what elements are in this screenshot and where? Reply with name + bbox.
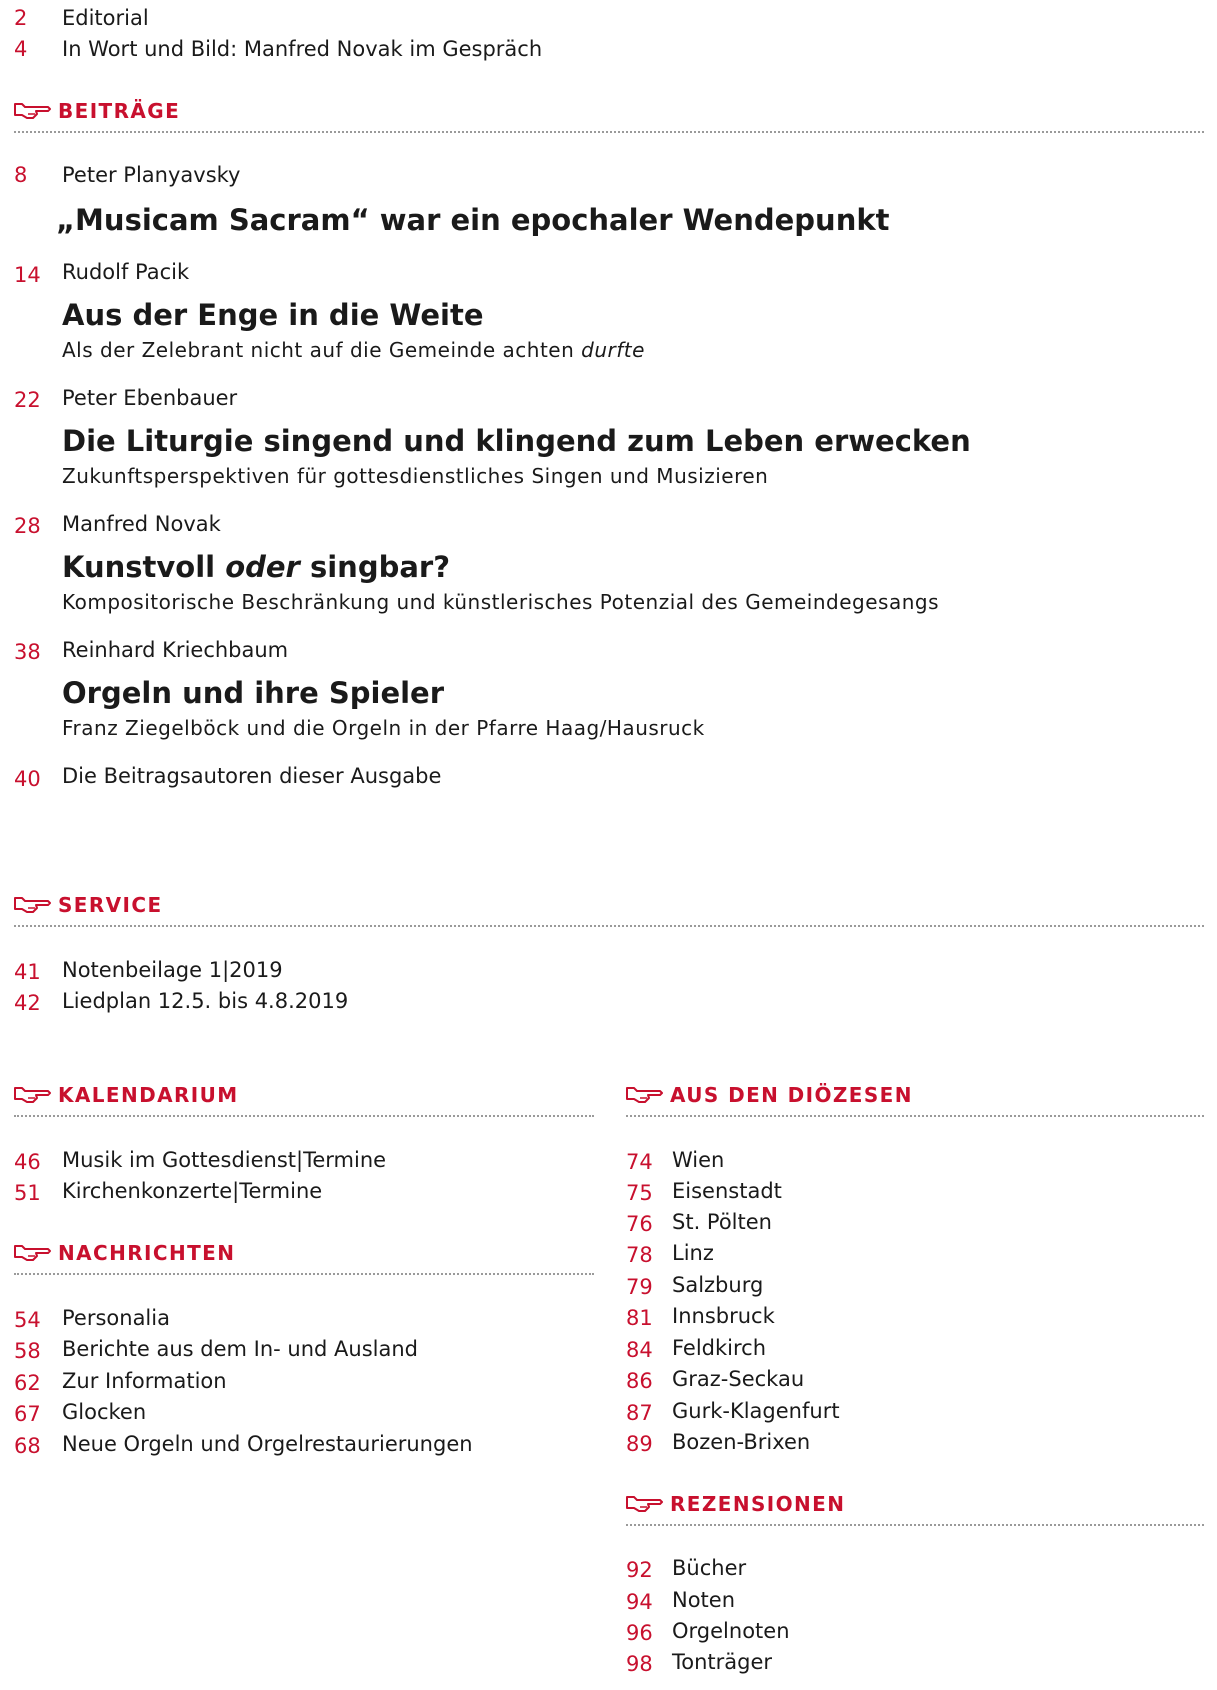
article-subtitle: Als der Zelebrant nicht auf die Gemeinde achten durfte — [62, 338, 645, 362]
entry-text: Kirchenkonzerte|Termine — [62, 1179, 323, 1203]
entry-text: Glocken — [62, 1400, 147, 1424]
article-title: „Musicam Sacram“ war ein epochaler Wendepunkt — [56, 203, 890, 237]
pointing-hand-icon — [626, 1085, 664, 1105]
entry-text: Orgelnoten — [672, 1619, 790, 1643]
entry-text: Neue Orgeln und Orgelrestaurierungen — [62, 1432, 473, 1456]
page-number: 75 — [626, 1181, 653, 1205]
section-title: KALENDARIUM — [58, 1083, 239, 1107]
pointing-hand-icon — [626, 1494, 664, 1514]
entry-text: Noten — [672, 1588, 736, 1612]
entry-text: Editorial — [62, 6, 149, 30]
section-title: REZENSIONEN — [670, 1492, 846, 1516]
entry-text: Gurk-Klagenfurt — [672, 1399, 840, 1423]
entry-text: Graz-Seckau — [672, 1367, 805, 1391]
page-number: 4 — [14, 37, 28, 61]
page-number: 67 — [14, 1402, 41, 1426]
entry-text: Bücher — [672, 1556, 747, 1580]
page-number: 98 — [626, 1652, 653, 1676]
section-divider — [14, 1273, 594, 1275]
page-number: 74 — [626, 1150, 653, 1174]
page-number: 2 — [14, 6, 28, 30]
entry-text: Innsbruck — [672, 1304, 775, 1328]
page-number: 22 — [14, 388, 41, 412]
page-number: 58 — [14, 1339, 41, 1363]
page-number: 62 — [14, 1371, 41, 1395]
page-number: 96 — [626, 1621, 653, 1645]
section-title: SERVICE — [58, 893, 163, 917]
article-author: Rudolf Pacik — [62, 260, 190, 284]
page-number: 81 — [626, 1306, 653, 1330]
entry-text: Berichte aus dem In- und Ausland — [62, 1337, 418, 1361]
article-subtitle: Franz Ziegelböck und die Orgeln in der Pfarre Haag/Hausruck — [62, 716, 705, 740]
page-number: 46 — [14, 1150, 41, 1174]
entry-text: Notenbeilage 1|2019 — [62, 958, 283, 982]
section-divider — [14, 1115, 594, 1117]
article-title: Aus der Enge in die Weite — [62, 298, 484, 332]
entry-text: In Wort und Bild: Manfred Novak im Gespräch — [62, 37, 543, 61]
article-author: Peter Ebenbauer — [62, 386, 238, 410]
article-author: Manfred Novak — [62, 512, 221, 536]
section-title: NACHRICHTEN — [58, 1241, 236, 1265]
page-number: 87 — [626, 1401, 653, 1425]
article-title: Orgeln und ihre Spieler — [62, 676, 445, 710]
entry-text: Musik im Gottesdienst|Termine — [62, 1148, 387, 1172]
entry-text: Wien — [672, 1148, 725, 1172]
page-number: 41 — [14, 960, 41, 984]
page-number: 76 — [626, 1212, 653, 1236]
section-divider — [14, 925, 1204, 927]
article-title: Kunstvoll oder singbar? — [62, 550, 451, 584]
section-divider — [626, 1524, 1204, 1526]
section-divider — [14, 131, 1204, 133]
entry-text: Eisenstadt — [672, 1179, 782, 1203]
entry-text: Feldkirch — [672, 1336, 767, 1360]
entry-text: Liedplan 12.5. bis 4.8.2019 — [62, 989, 349, 1013]
page-number: 84 — [626, 1338, 653, 1362]
page-number: 92 — [626, 1558, 653, 1582]
page-number: 68 — [14, 1434, 41, 1458]
pointing-hand-icon — [14, 101, 52, 121]
entry-text: Zur Information — [62, 1369, 227, 1393]
entry-text: Salzburg — [672, 1273, 764, 1297]
article-subtitle: Zukunftsperspektiven für gottesdienstliches Singen und Musizieren — [62, 464, 769, 488]
article-title: Die Liturgie singend und klingend zum Leben erwecken — [62, 424, 971, 458]
page-number: 79 — [626, 1275, 653, 1299]
page-number: 40 — [14, 767, 41, 791]
page-number: 38 — [14, 640, 41, 664]
section-divider — [626, 1115, 1204, 1117]
entry-text: Tonträger — [672, 1650, 773, 1674]
page-number: 28 — [14, 514, 41, 538]
entry-text: Linz — [672, 1241, 714, 1265]
entry-text: Die Beitragsautoren dieser Ausgabe — [62, 764, 442, 788]
page-number: 54 — [14, 1308, 41, 1332]
article-author: Reinhard Kriechbaum — [62, 638, 289, 662]
page-number: 14 — [14, 263, 41, 287]
pointing-hand-icon — [14, 895, 52, 915]
pointing-hand-icon — [14, 1085, 52, 1105]
page-number: 94 — [626, 1590, 653, 1614]
section-title: AUS DEN DIÖZESEN — [670, 1083, 913, 1107]
article-author: Peter Planyavsky — [62, 163, 241, 187]
page-number: 89 — [626, 1432, 653, 1456]
pointing-hand-icon — [14, 1243, 52, 1263]
page-number: 8 — [14, 163, 28, 187]
page-number: 78 — [626, 1243, 653, 1267]
entry-text: St. Pölten — [672, 1210, 772, 1234]
entry-text: Bozen-Brixen — [672, 1430, 811, 1454]
entry-text: Personalia — [62, 1306, 170, 1330]
page-number: 42 — [14, 991, 41, 1015]
section-title: BEITRÄGE — [58, 99, 181, 123]
page-number: 51 — [14, 1181, 41, 1205]
page-number: 86 — [626, 1369, 653, 1393]
article-subtitle: Kompositorische Beschränkung und künstlerisches Potenzial des Gemeindegesangs — [62, 590, 939, 614]
